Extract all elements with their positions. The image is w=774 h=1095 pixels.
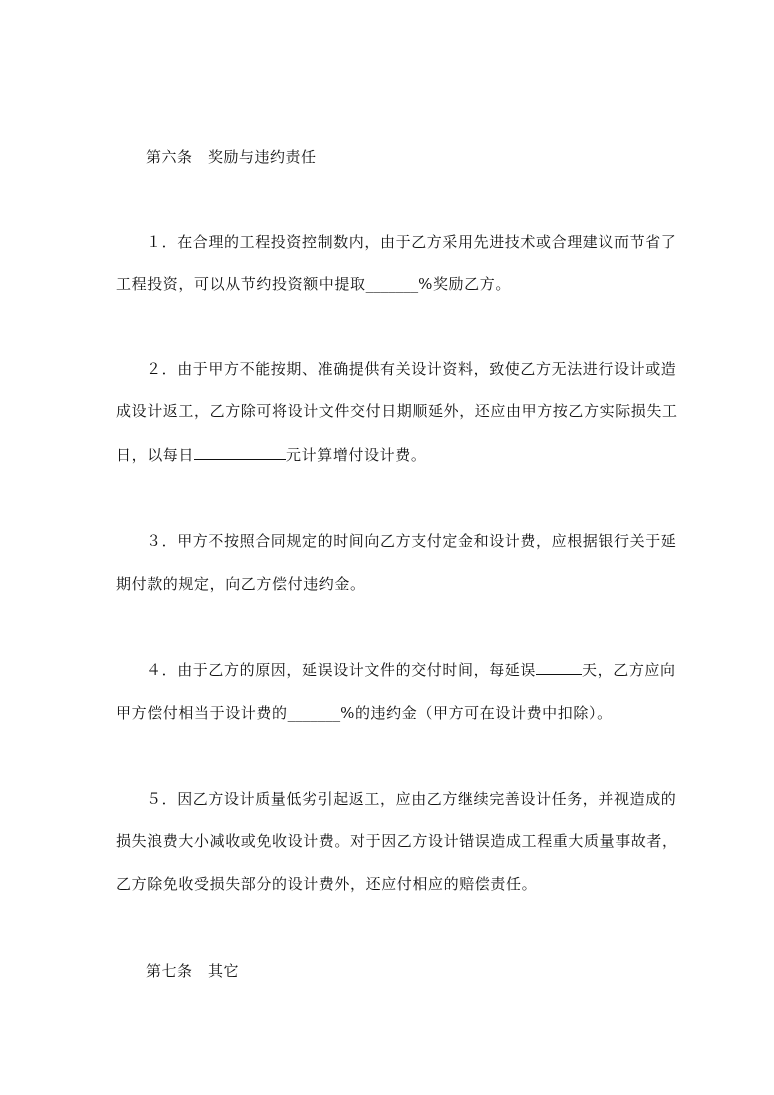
clause-1-text-b: %奖励乙方。 [418, 275, 511, 293]
clause-2-line-3 [116, 444, 426, 465]
clause-2-text-b: 元计算增付设计费。 [286, 446, 427, 464]
clause-4-blank-percent: _______ [287, 704, 341, 722]
clause-5-line-1: ５．因乙方设计质量低劣引起返工，应由乙方继续完善设计任务，并视造成的 [146, 790, 677, 808]
clause-2-blank [194, 458, 286, 460]
article-6-heading: 第六条 奖励与违约责任 [146, 148, 317, 166]
clause-1-text-a: 工程投资，可以从节约投资额中提取 [116, 275, 366, 293]
clause-3-line-1: ３．甲方不按照合同规定的时间向乙方支付定金和设计费，应根据银行关于延 [146, 532, 677, 550]
clause-2-text-a: 日，以每日 [116, 446, 195, 464]
clause-3-line-2: 期付款的规定，向乙方偿付违约金。 [116, 575, 366, 593]
clause-1-line-2 [116, 273, 511, 294]
clause-4-text-c: 甲方偿付相当于设计费的 [116, 704, 288, 722]
clause-4-line-2 [116, 702, 613, 723]
clause-2-line-2: 成设计返工，乙方除可将设计文件交付日期顺延外，还应由甲方按乙方实际损失工 [116, 402, 678, 420]
clause-2-line-1: ２．由于甲方不能按期、准确提供有关设计资料，致使乙方无法进行设计或造 [146, 360, 677, 378]
clause-1-blank: _______ [365, 275, 419, 293]
article-7-heading: 第七条 其它 [146, 962, 240, 980]
clause-5-line-3: 乙方除免收受损失部分的设计费外，还应付相应的赔偿责任。 [116, 875, 538, 893]
clause-5-line-2: 损失浪费大小减收或免收设计费。对于因乙方设计错误造成工程重大质量事故者， [116, 832, 678, 850]
clause-4-text-a: ４．由于乙方的原因，延误设计文件的交付时间，每延误 [146, 661, 537, 679]
clause-4-blank-days [536, 673, 582, 675]
clause-4-line-1 [146, 659, 676, 680]
clause-4-text-d: %的违约金（甲方可在设计费中扣除）。 [340, 704, 613, 722]
clause-4-text-b: 天，乙方应向 [582, 661, 676, 679]
clause-1-line-1: １．在合理的工程投资控制数内，由于乙方采用先进技术或合理建议而节省了 [146, 233, 677, 251]
